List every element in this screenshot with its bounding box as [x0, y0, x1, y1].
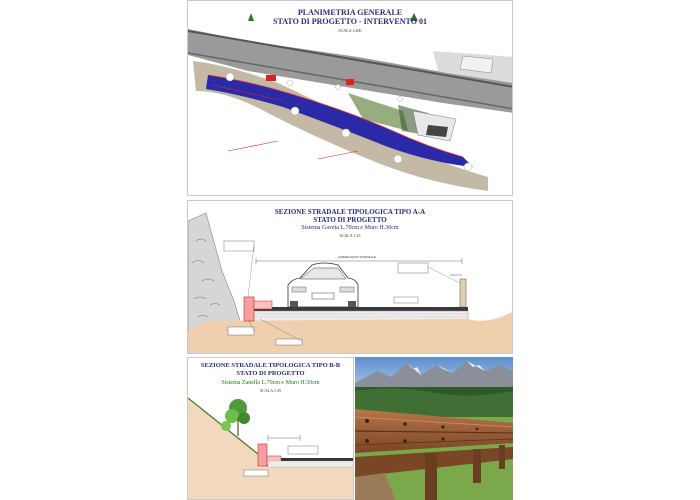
- road-asphalt: [248, 307, 468, 311]
- section-b-system: Sistema Zanella L.70cm e Muro H.50cm: [221, 380, 320, 386]
- guardrail-photo: [355, 357, 513, 500]
- red-wall: [244, 297, 254, 321]
- plan-scale: SCALA 1:200: [338, 28, 362, 33]
- section-a-title-1: SEZIONE STRADALE TIPOLOGICA TIPO A-A: [274, 208, 426, 216]
- section-a-scale: SCALA 1:25: [339, 233, 361, 238]
- red-wall-b: [258, 444, 267, 466]
- guardrail-post: [460, 279, 466, 307]
- section-b-title-1: SEZIONE STRADALE TIPOLOGICA TIPO B-B: [200, 362, 341, 369]
- section-b-title-2: STATO DI PROGETTO: [236, 370, 305, 377]
- section-a-title-2: STATO DI PROGETTO: [313, 216, 387, 224]
- plan-title-2: STATO DI PROGETTO - INTERVENTO 01: [273, 17, 427, 26]
- guardrail-post-photo: [425, 453, 437, 500]
- photo-render: [355, 357, 513, 500]
- section-b-scale: SCALA 1:25: [259, 388, 281, 393]
- plan-title-1: PLANIMETRIA GENERALE: [297, 8, 403, 17]
- slope-ground: [188, 398, 354, 500]
- bush-icon: [221, 399, 250, 436]
- planimetria-panel: [187, 0, 513, 196]
- section-b-panel: [187, 357, 354, 500]
- section-a-panel: [187, 200, 513, 354]
- car-outline-icon: [288, 263, 358, 307]
- section-a-system: Sistema Gaveta L.70cm e Muro H.30cm: [301, 225, 399, 231]
- carriageway-label: CARREGGIATA STRADALE: [338, 255, 376, 259]
